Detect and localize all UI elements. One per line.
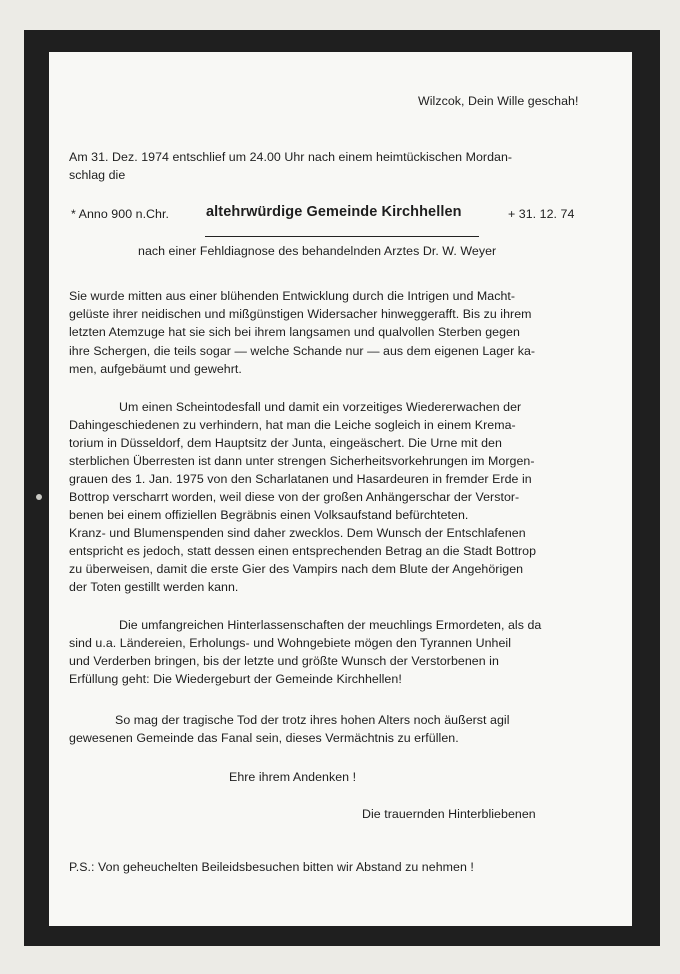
p2-line: torium in Düsseldorf, dem Hauptsitz der Junta, eingeäschert. Die Urne mit den [69, 436, 502, 450]
p3-line: Erfüllung geht: Die Wiedergeburt der Gemeinde Kirchhellen! [69, 672, 402, 686]
p2-line: benen bei einem offiziellen Begräbnis einen Volksaufstand befürchteten. [69, 508, 469, 522]
p1-line: Sie wurde mitten aus einer blühenden Entwicklung durch die Intrigen und Macht- [69, 289, 516, 303]
p1-line: ihre Schergen, die teils sogar — welche Schande nur — aus dem eigenen Lager ka- [69, 344, 536, 358]
name-underline [205, 236, 479, 237]
p4-line: So mag der tragische Tod der trotz ihres hohen Alters noch äußerst agil [115, 713, 510, 727]
p2-line: sterblichen Überresten ist dann unter strengen Sicherheitsvorkehrungen im Morgen- [69, 454, 535, 468]
p2-line: zu überweisen, damit die erste Gier des Vampirs nach dem Blute der Angehörigen [69, 562, 524, 576]
p2-line: entspricht es jedoch, statt dessen einen entsprechenden Betrag an die Stadt Bottrop [69, 544, 537, 558]
p2-line: Dahingeschiedenen zu verhindern, hat man die Leiche sogleich in einem Krema- [69, 418, 516, 432]
p2-line: Um einen Scheintodesfall und damit ein vorzeitiges Wiedererwachen der [119, 400, 522, 414]
p2-line: grauen des 1. Jan. 1975 von den Scharlatanen und Hasardeuren in fremder Erde in [69, 472, 532, 486]
intro-line-1: Am 31. Dez. 1974 entschlief um 24.00 Uhr nach einem heimtückischen Mordan- [69, 150, 513, 164]
p4-line: gewesenen Gemeinde das Fanal sein, dieses Vermächtnis zu erfüllen. [69, 731, 459, 745]
p2-line: der Toten gestillt werden kann. [69, 580, 239, 594]
cause-of-death-line: nach einer Fehldiagnose des behandelnden Arztes Dr. W. Weyer [138, 244, 497, 258]
p1-line: letzten Atemzuge hat sie sich bei ihrem langsamen und qualvollen Sterben gegen [69, 325, 520, 339]
p3-line: Die umfangreichen Hinterlassenschaften der meuchlings Ermordeten, als da [119, 618, 542, 632]
document-page [49, 52, 632, 926]
signature-line: Die trauernden Hinterbliebenen [362, 807, 536, 821]
honor-line: Ehre ihrem Andenken ! [229, 770, 357, 784]
intro-line-2: schlag die [69, 168, 126, 182]
p1-line: men, aufgebäumt und gewehrt. [69, 362, 242, 376]
death-date: + 31. 12. 74 [508, 207, 575, 221]
p3-line: sind u.a. Ländereien, Erholungs- und Wohngebiete mögen den Tyrannen Unheil [69, 636, 512, 650]
postscript: P.S.: Von geheuchelten Beileidsbesuchen bitten wir Abstand zu nehmen ! [69, 860, 474, 874]
dedication-line: Wilzcok, Dein Wille geschah! [418, 94, 579, 108]
p1-line: gelüste ihrer neidischen und mißgünstigen Widersacher hinweggerafft. Bis zu ihrem [69, 307, 532, 321]
p2-line: Kranz- und Blumenspenden sind daher zwecklos. Dem Wunsch der Entschlafenen [69, 526, 526, 540]
deceased-name: altehrwürdige Gemeinde Kirchhellen [206, 204, 462, 220]
p3-line: und Verderben bringen, bis der letzte und größte Wunsch der Verstorbenen in [69, 654, 499, 668]
born-date: * Anno 900 n.Chr. [71, 207, 169, 221]
p2-line: Bottrop verscharrt worden, weil diese von der großen Anhängerschar der Verstor- [69, 490, 520, 504]
paper-blemish [36, 494, 42, 500]
